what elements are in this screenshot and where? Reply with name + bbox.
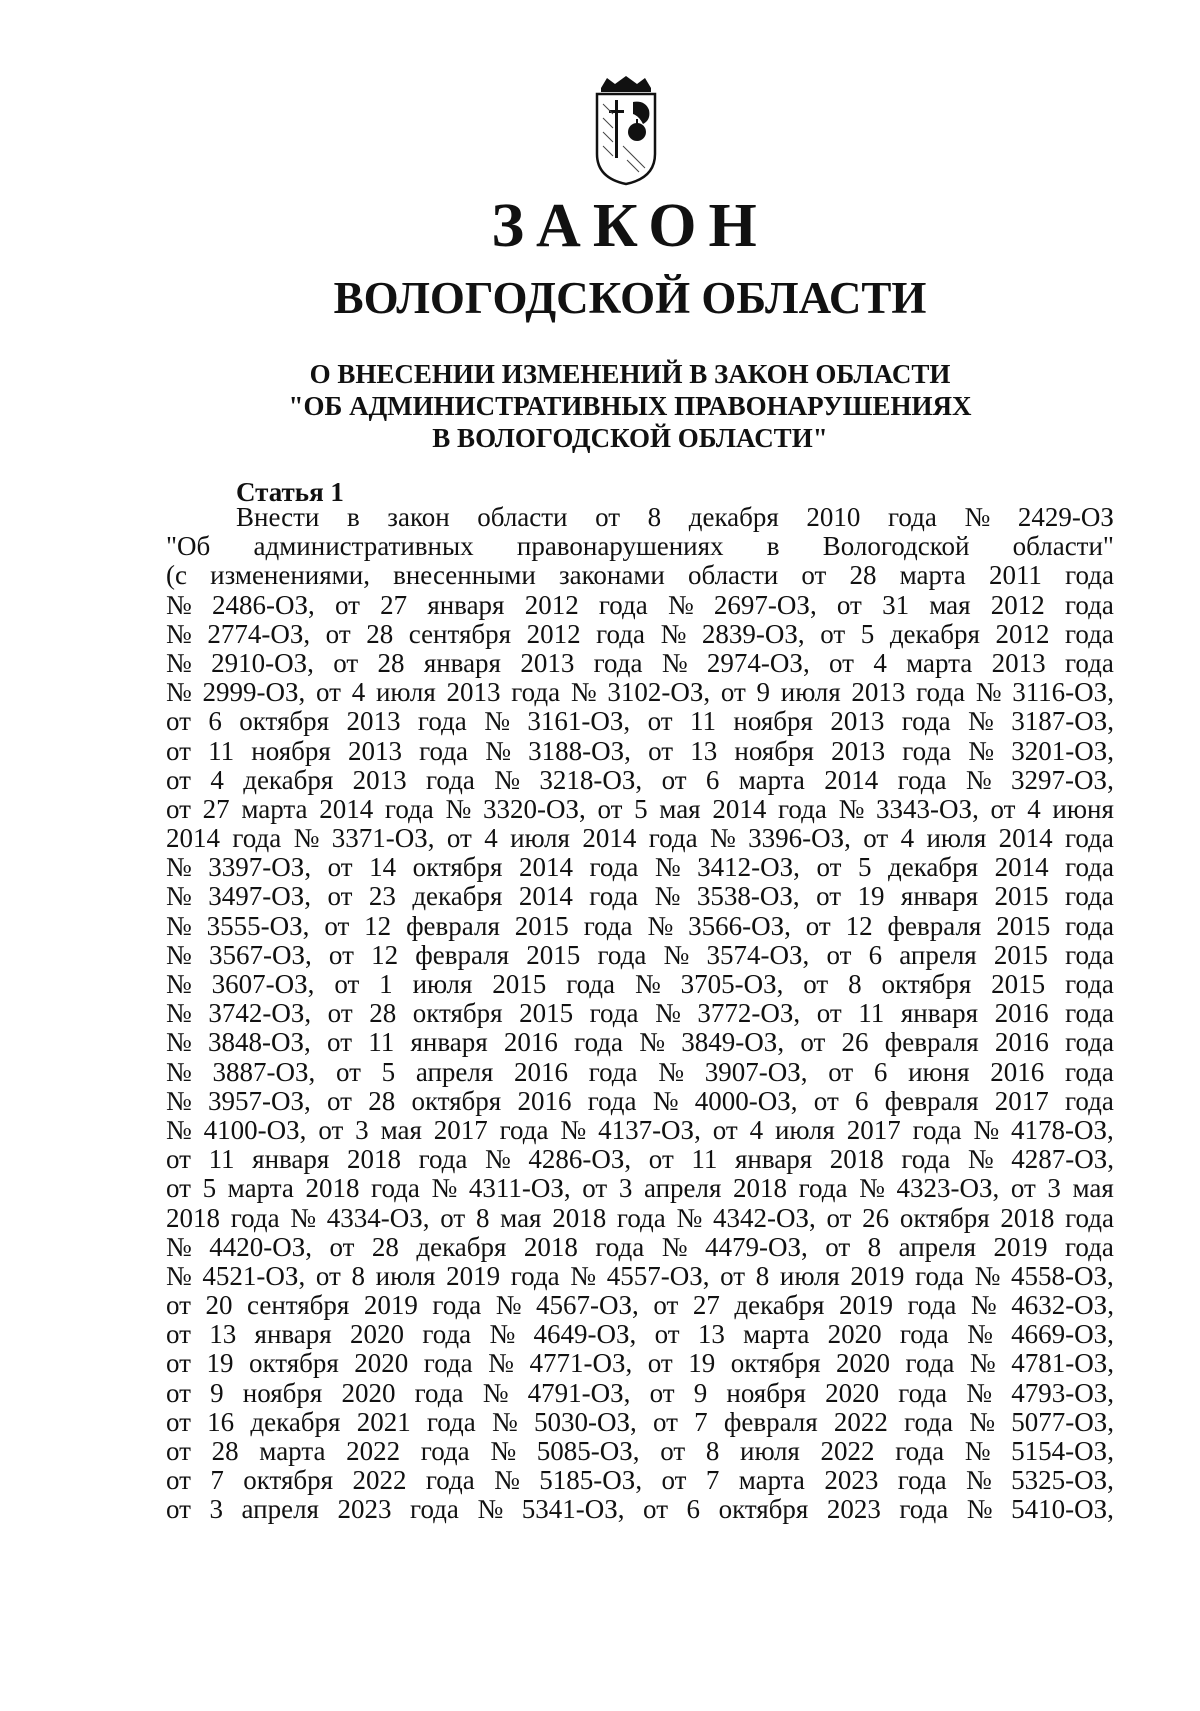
body-line: от 27 марта 2014 года № 3320-ОЗ, от 5 мая 2014 года № 3343-ОЗ, от 4 июня [166,793,1114,824]
body-line: № 3607-ОЗ, от 1 июля 2015 года № 3705-ОЗ, от 8 октября 2015 года [166,969,1114,999]
body-line: от 16 декабря 2021 года № 5030-ОЗ, от 7 февраля 2022 года № 5077-ОЗ, [166,1406,1114,1437]
subtitle-line: О ВНЕСЕНИИ ИЗМЕНЕНИЙ В ЗАКОН ОБЛАСТИ [309,359,951,389]
body-line: № 3497-ОЗ, от 23 декабря 2014 года № 3538-ОЗ, от 19 января 2015 года [166,881,1114,912]
body-line: № 2774-ОЗ, от 28 сентября 2012 года № 2839-ОЗ, от 5 декабря 2012 года [166,618,1114,649]
vologda-coat-of-arms-icon [593,74,659,186]
body-line: от 6 октября 2013 года № 3161-ОЗ, от 11 ноября 2013 года № 3187-ОЗ, [166,706,1114,737]
body-line: 2014 года № 3371-ОЗ, от 4 июля 2014 года № 3396-ОЗ, от 4 июля 2014 года [166,823,1114,854]
body-line: Внести в закон области от 8 декабря 2010 года № 2429-ОЗ [236,502,1114,532]
body-line: от 11 января 2018 года № 4286-ОЗ, от 11 января 2018 года № 4287-ОЗ, [166,1144,1114,1175]
body-line: от 4 декабря 2013 года № 3218-ОЗ, от 6 марта 2014 года № 3297-ОЗ, [166,764,1114,795]
document-subtitle [0,358,1200,454]
body-line: от 5 марта 2018 года № 4311-ОЗ, от 3 апреля 2018 года № 4323-ОЗ, от 3 мая [166,1173,1114,1204]
body-line: от 11 ноября 2013 года № 3188-ОЗ, от 13 ноября 2013 года № 3201-ОЗ, [166,735,1114,766]
body-line: № 2999-ОЗ, от 4 июля 2013 года № 3102-ОЗ, от 9 июля 2013 года № 3116-ОЗ, [166,677,1114,708]
body-line: № 3742-ОЗ, от 28 октября 2015 года № 3772-ОЗ, от 11 января 2016 года [166,998,1114,1029]
article-body [166,503,1114,1525]
body-line: от 19 октября 2020 года № 4771-ОЗ, от 19 октября 2020 года № 4781-ОЗ, [166,1348,1114,1379]
body-line: от 7 октября 2022 года № 5185-ОЗ, от 7 марта 2023 года № 5325-ОЗ, [166,1465,1114,1496]
body-line: "Об административных правонарушениях в Вологодской области" [166,531,1114,562]
article-heading: Статья 1 [236,477,344,507]
body-line: № 2910-ОЗ, от 28 января 2013 года № 2974-ОЗ, от 4 марта 2013 года [166,647,1114,678]
body-line: от 28 марта 2022 года № 5085-ОЗ, от 8 июля 2022 года № 5154-ОЗ, [166,1436,1114,1466]
body-line: № 4420-ОЗ, от 28 декабря 2018 года № 4479-ОЗ, от 8 апреля 2019 года [166,1231,1114,1262]
body-line: № 3555-ОЗ, от 12 февраля 2015 года № 3566-ОЗ, от 12 февраля 2015 года [166,910,1114,941]
body-line: 2018 года № 4334-ОЗ, от 8 мая 2018 года № 4342-ОЗ, от 26 октября 2018 года [166,1202,1114,1233]
body-line: от 20 сентября 2019 года № 4567-ОЗ, от 27 декабря 2019 года № 4632-ОЗ, [166,1290,1114,1321]
body-line: от 3 апреля 2023 года № 5341-ОЗ, от 6 октября 2023 года № 5410-ОЗ, [166,1494,1114,1525]
subtitle-line: В ВОЛОГОДСКОЙ ОБЛАСТИ" [432,423,828,453]
body-line: № 3887-ОЗ, от 5 апреля 2016 года № 3907-ОЗ, от 6 июня 2016 года [166,1056,1114,1087]
body-line: № 3397-ОЗ, от 14 октября 2014 года № 3412-ОЗ, от 5 декабря 2014 года [166,852,1114,883]
body-line: (с изменениями, внесенными законами области от 28 марта 2011 года [166,560,1114,591]
document-region: ВОЛОГОДСКОЙ ОБЛАСТИ [333,273,927,323]
body-line: от 13 января 2020 года № 4649-ОЗ, от 13 марта 2020 года № 4669-ОЗ, [166,1319,1114,1350]
document-title: ЗАКОН [491,192,769,260]
body-line: № 4521-ОЗ, от 8 июля 2019 года № 4557-ОЗ, от 8 июля 2019 года № 4558-ОЗ, [166,1260,1114,1291]
body-line: № 3567-ОЗ, от 12 февраля 2015 года № 3574-ОЗ, от 6 апреля 2015 года [166,939,1114,970]
body-line: № 4100-ОЗ, от 3 мая 2017 года № 4137-ОЗ, от 4 июля 2017 года № 4178-ОЗ, [166,1114,1114,1145]
body-line: от 9 ноября 2020 года № 4791-ОЗ, от 9 ноября 2020 года № 4793-ОЗ, [166,1377,1114,1408]
body-line: № 2486-ОЗ, от 27 января 2012 года № 2697-ОЗ, от 31 мая 2012 года [166,589,1114,620]
subtitle-line: "ОБ АДМИНИСТРАТИВНЫХ ПРАВОНАРУШЕНИЯХ [288,391,972,421]
body-line: № 3848-ОЗ, от 11 января 2016 года № 3849-ОЗ, от 26 февраля 2016 года [166,1027,1114,1058]
body-line: № 3957-ОЗ, от 28 октября 2016 года № 4000-ОЗ, от 6 февраля 2017 года [166,1085,1114,1116]
